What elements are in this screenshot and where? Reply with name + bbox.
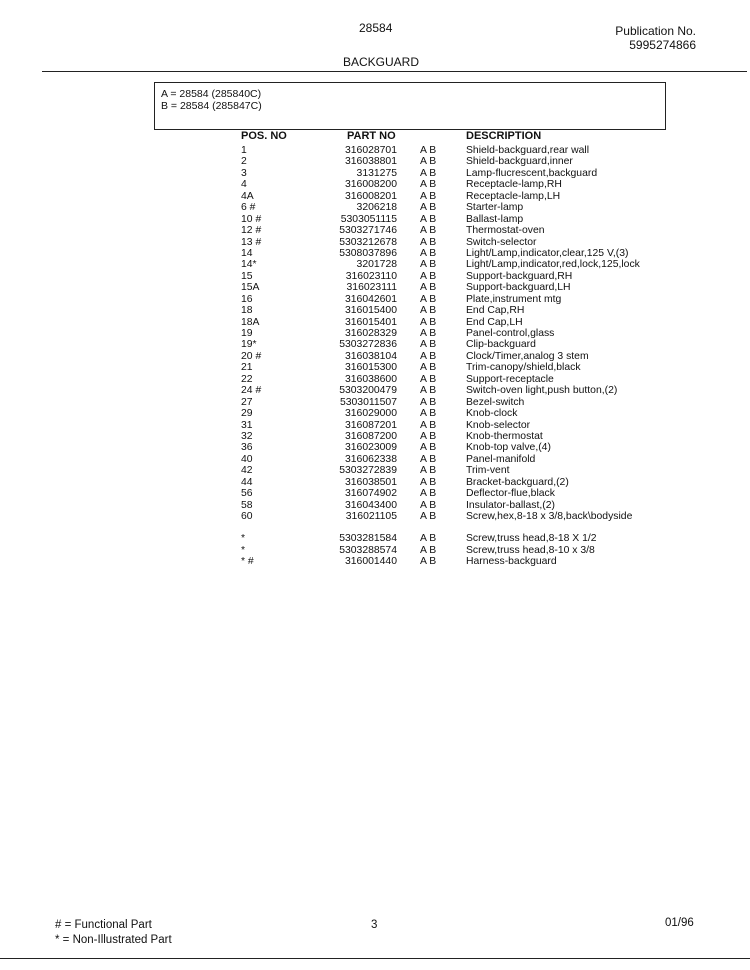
model-code-cell: A B — [420, 362, 437, 374]
table-row — [0, 156, 750, 167]
footer-divider — [0, 958, 750, 959]
model-number: 28584 — [359, 21, 393, 35]
description-cell: Knob-clock — [466, 408, 518, 420]
table-row — [0, 351, 750, 362]
model-code-cell: A B — [420, 293, 437, 305]
table-row — [0, 454, 750, 465]
part-number-cell: 316023110 — [345, 270, 397, 282]
pos-cell: 15 — [241, 270, 253, 282]
pos-cell: 31 — [241, 419, 253, 431]
pos-cell: 12 # — [241, 225, 262, 237]
table-row — [0, 385, 750, 396]
part-number-cell: 5303271746 — [339, 225, 397, 237]
pos-cell: 4A — [241, 190, 254, 202]
pos-cell: 19 — [241, 328, 253, 339]
table-row — [0, 168, 750, 179]
part-number-cell: 316008200 — [344, 179, 397, 191]
description-cell: Clock/Timer,analog 3 stem — [466, 350, 589, 362]
model-code-cell: A B — [420, 328, 437, 339]
description-cell: Knob-thermostat — [466, 430, 543, 442]
pos-cell: 60 — [241, 511, 253, 522]
model-code-cell: A B — [420, 408, 437, 420]
part-number-cell: 316028701 — [344, 145, 397, 156]
publication-label: Publication No. — [615, 24, 696, 38]
table-row — [0, 442, 750, 453]
model-legend-b: B = 28584 (285847C) — [161, 100, 262, 112]
part-number-cell: 316015401 — [344, 316, 397, 328]
part-number-cell: 316038104 — [344, 350, 397, 362]
model-code-cell: A B — [420, 202, 437, 214]
part-number-cell: 316038801 — [344, 156, 397, 168]
table-row — [0, 556, 750, 567]
section-title: BACKGUARD — [343, 55, 420, 69]
model-code-cell: A B — [420, 247, 437, 259]
part-number-cell: 316087200 — [344, 430, 397, 442]
model-code-cell: A B — [420, 213, 437, 225]
table-row — [0, 214, 750, 225]
model-legend-a: A = 28584 (285840C) — [161, 88, 262, 100]
pos-cell: 10 # — [241, 213, 262, 225]
model-code-cell: A B — [420, 373, 437, 385]
description-cell: Shield-backguard,rear wall — [466, 145, 590, 156]
model-legend-box — [154, 82, 666, 130]
model-code-cell: A B — [420, 282, 437, 294]
table-row — [0, 202, 750, 213]
description-cell: Thermostat-oven — [466, 225, 545, 237]
part-number-cell: 316042601 — [344, 293, 397, 305]
table-row — [0, 511, 750, 522]
description-cell: Switch-oven light,push button,(2) — [466, 385, 618, 397]
part-number-cell: 5303288574 — [339, 544, 397, 556]
model-code-cell: A B — [420, 465, 437, 477]
pos-cell: 56 — [241, 488, 253, 500]
page-number: 3 — [371, 919, 378, 931]
table-row — [0, 420, 750, 431]
model-code-cell: A B — [420, 190, 437, 202]
part-number-cell: 316015400 — [344, 305, 397, 317]
description-cell: Clip-backguard — [466, 339, 536, 351]
pos-cell: * — [241, 544, 246, 556]
description-cell: Support-receptacle — [466, 373, 554, 385]
model-code-cell: A B — [420, 511, 437, 522]
model-code-cell: A B — [420, 179, 437, 191]
description-cell: Harness-backguard — [466, 556, 557, 568]
pos-cell: 58 — [241, 499, 253, 511]
table-row — [0, 397, 750, 408]
model-code-cell: A B — [420, 145, 437, 156]
part-number-cell: 5303011507 — [339, 396, 397, 408]
part-number-cell: 316023009 — [344, 442, 397, 454]
description-cell: Screw,truss head,8-10 x 3/8 — [466, 544, 595, 556]
model-code-cell: A B — [420, 533, 437, 545]
description-cell: Light/Lamp,indicator,red,lock,125,lock — [466, 259, 640, 271]
table-row — [0, 259, 750, 270]
model-code-cell: A B — [420, 499, 437, 511]
pos-cell: 13 # — [241, 236, 262, 248]
model-code-cell: A B — [420, 430, 437, 442]
model-code-cell: A B — [420, 339, 437, 351]
description-cell: End Cap,RH — [466, 305, 525, 317]
description-cell: Trim-vent — [466, 465, 510, 477]
part-number-cell: 316008201 — [344, 190, 397, 202]
table-row — [0, 488, 750, 499]
model-code-cell: A B — [420, 442, 437, 454]
description-cell: End Cap,LH — [466, 316, 523, 328]
table-row — [0, 145, 750, 156]
pos-cell: 1 — [241, 145, 247, 156]
description-cell: Receptacle-lamp,RH — [466, 179, 562, 191]
pos-cell: 6 # — [241, 202, 256, 214]
part-number-cell: 5303051115 — [340, 213, 397, 225]
revision-date: 01/96 — [665, 917, 694, 929]
pos-cell: 14 — [241, 247, 253, 259]
model-code-cell: A B — [420, 476, 437, 488]
pos-cell: 24 # — [241, 385, 262, 397]
table-row — [0, 317, 750, 328]
description-cell: Bracket-backguard,(2) — [466, 476, 569, 488]
table-row — [0, 179, 750, 190]
model-code-cell: A B — [420, 259, 437, 271]
model-code-cell: A B — [420, 305, 437, 317]
table-row — [0, 545, 750, 556]
part-number-cell: 5303200479 — [339, 385, 397, 397]
description-cell: Receptacle-lamp,LH — [466, 190, 561, 202]
model-code-cell: A B — [420, 556, 437, 568]
model-code-cell: A B — [420, 488, 437, 500]
header-divider — [42, 71, 747, 72]
description-cell: Screw,truss head,8-18 X 1/2 — [466, 533, 597, 545]
model-code-cell: A B — [420, 385, 437, 397]
description-cell: Trim-canopy/shield,black — [466, 362, 581, 374]
pos-cell: 27 — [241, 396, 253, 408]
pos-cell: * # — [241, 556, 254, 568]
pos-cell: 4 — [241, 179, 247, 191]
pos-cell: 21 — [241, 362, 253, 374]
part-number-cell: 5308037896 — [339, 247, 397, 259]
description-cell: Ballast-lamp — [466, 213, 524, 225]
description-cell: Screw,hex,8-18 x 3/8,back\bodyside — [466, 511, 633, 522]
part-number-cell: 5303272836 — [339, 339, 397, 351]
model-code-cell: A B — [420, 544, 437, 556]
part-number-cell: 316023111 — [346, 282, 397, 294]
pos-cell: 20 # — [241, 350, 262, 362]
part-number-cell: 316038501 — [344, 476, 397, 488]
publication-number: 5995274866 — [629, 38, 696, 52]
description-cell: Panel-control,glass — [466, 328, 555, 339]
table-row — [0, 339, 750, 350]
table-row — [0, 248, 750, 259]
column-header-part: PART NO — [347, 130, 396, 142]
model-code-cell: A B — [420, 236, 437, 248]
pos-cell: 36 — [241, 442, 253, 454]
description-cell: Support-backguard,RH — [466, 270, 573, 282]
part-number-cell: 3206218 — [356, 202, 397, 214]
model-code-cell: A B — [420, 350, 437, 362]
model-code-cell: A B — [420, 270, 437, 282]
pos-cell: * — [241, 533, 246, 545]
footer-legend-functional: # = Functional Part — [55, 919, 152, 931]
part-number-cell: 316038600 — [344, 373, 397, 385]
pos-cell: 40 — [241, 453, 253, 465]
part-number-cell: 5303212678 — [339, 236, 397, 248]
description-cell: Switch-selector — [466, 236, 537, 248]
part-number-cell: 316021105 — [345, 511, 397, 522]
part-number-cell: 316087201 — [344, 419, 397, 431]
table-row — [0, 408, 750, 419]
part-number-cell: 316043400 — [344, 499, 397, 511]
pos-cell: 42 — [241, 465, 253, 477]
pos-cell: 44 — [241, 476, 253, 488]
pos-cell: 16 — [241, 293, 253, 305]
table-row — [0, 191, 750, 202]
table-row — [0, 362, 750, 373]
model-code-cell: A B — [420, 316, 437, 328]
column-header-description: DESCRIPTION — [466, 130, 542, 142]
column-header-pos: POS. NO — [241, 130, 287, 142]
table-row — [0, 374, 750, 385]
model-code-cell: A B — [420, 225, 437, 237]
pos-cell: 14* — [241, 259, 257, 271]
pos-cell: 2 — [241, 156, 247, 168]
part-number-cell: 316015300 — [344, 362, 397, 374]
part-number-cell: 316029000 — [344, 408, 397, 420]
footer-legend-non-illustrated: * = Non-Illustrated Part — [55, 934, 172, 946]
part-number-cell: 316028329 — [344, 328, 397, 339]
model-code-cell: A B — [420, 396, 437, 408]
part-number-cell: 3131275 — [356, 167, 397, 179]
model-code-cell: A B — [420, 167, 437, 179]
pos-cell: 18A — [241, 316, 260, 328]
pos-cell: 3 — [241, 167, 247, 179]
model-code-cell: A B — [420, 419, 437, 431]
table-row — [0, 271, 750, 282]
pos-cell: 32 — [241, 430, 253, 442]
table-row — [0, 431, 750, 442]
table-row — [0, 533, 750, 544]
table-row — [0, 282, 750, 293]
description-cell: Support-backguard,LH — [466, 282, 571, 294]
description-cell: Knob-top valve,(4) — [466, 442, 551, 454]
description-cell: Bezel-switch — [466, 396, 525, 408]
description-cell: Plate,instrument mtg — [466, 293, 562, 305]
table-row — [0, 225, 750, 236]
table-row — [0, 294, 750, 305]
table-row — [0, 237, 750, 248]
table-row — [0, 477, 750, 488]
part-number-cell: 3201728 — [356, 259, 397, 271]
description-cell: Panel-manifold — [466, 453, 536, 465]
description-cell: Starter-lamp — [466, 202, 524, 214]
pos-cell: 19* — [241, 339, 257, 351]
description-cell: Shield-backguard,inner — [466, 156, 573, 168]
part-number-cell: 316001440 — [344, 556, 397, 568]
model-code-cell: A B — [420, 156, 437, 168]
table-row — [0, 465, 750, 476]
description-cell: Light/Lamp,indicator,clear,125 V,(3) — [466, 247, 629, 259]
table-row — [0, 328, 750, 339]
pos-cell: 15A — [241, 282, 260, 294]
model-code-cell: A B — [420, 453, 437, 465]
table-row — [0, 500, 750, 511]
part-number-cell: 316062338 — [344, 453, 397, 465]
pos-cell: 22 — [241, 373, 253, 385]
description-cell: Deflector-flue,black — [466, 488, 555, 500]
part-number-cell: 5303272839 — [339, 465, 397, 477]
part-number-cell: 316074902 — [344, 488, 397, 500]
pos-cell: 29 — [241, 408, 253, 420]
description-cell: Lamp-flucrescent,backguard — [466, 167, 598, 179]
description-cell: Knob-selector — [466, 419, 531, 431]
table-row — [0, 305, 750, 316]
pos-cell: 18 — [241, 305, 253, 317]
part-number-cell: 5303281584 — [339, 533, 397, 545]
description-cell: Insulator-ballast,(2) — [466, 499, 555, 511]
parts-table — [0, 145, 750, 568]
